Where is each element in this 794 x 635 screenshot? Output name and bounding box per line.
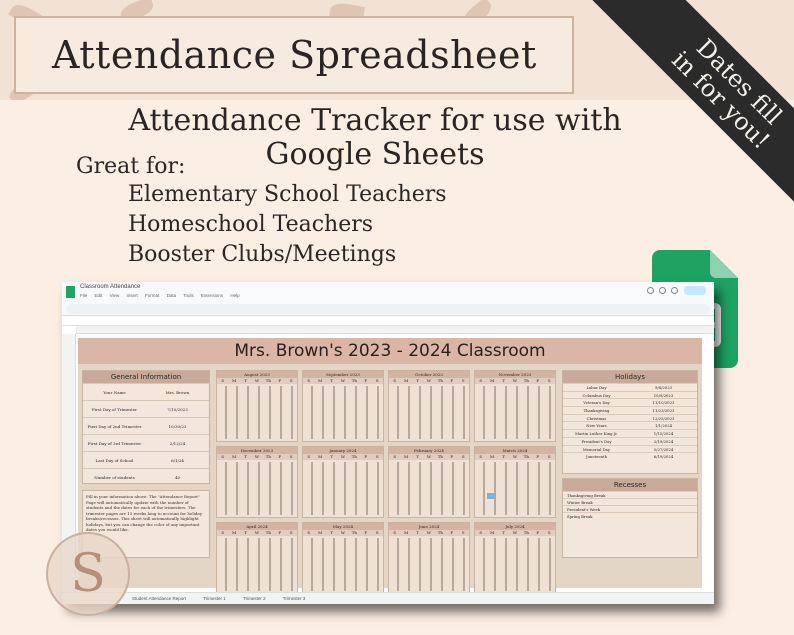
doc-title[interactable]: Classroom Attendance <box>80 284 141 290</box>
table-row[interactable]: Winter Break <box>563 498 697 505</box>
table-row[interactable]: President's Day 2/19/2024 <box>563 437 697 445</box>
spreadsheet-screenshot <box>62 282 714 604</box>
menu-extensions[interactable]: Extensions <box>201 293 224 298</box>
tab-trimester-1[interactable]: Trimester 1 <box>203 596 226 601</box>
tab-trimester-2[interactable]: Trimester 2 <box>242 596 266 601</box>
tab-trimester-3[interactable]: Trimester 3 <box>282 596 306 601</box>
formatting-toolbar[interactable] <box>66 304 710 314</box>
table-row[interactable]: Juneteenth 6/19/2024 <box>563 452 697 460</box>
table-row[interactable]: Thanksgiving 11/23/2023 <box>563 406 697 414</box>
table-row[interactable]: Columbus Day 10/9/2023 <box>563 391 697 399</box>
table-row[interactable]: New Years 1/1/2024 <box>563 421 697 429</box>
table-row[interactable]: Spring Break <box>563 512 697 519</box>
table-row[interactable]: Last Day of School 6/1/24 <box>83 451 209 468</box>
general-info-header: General Information <box>83 371 209 383</box>
menu-data[interactable]: Data <box>166 293 177 298</box>
menu-view[interactable]: View <box>109 293 120 298</box>
table-row[interactable]: Christmas 12/25/2023 <box>563 414 697 422</box>
table-row[interactable]: Thanksgiving Break <box>563 491 697 498</box>
month-calendar[interactable]: August 2023 S M T W Th F S <box>216 370 298 442</box>
column-headers <box>76 326 714 334</box>
great-for-label: Great for: <box>76 154 186 179</box>
title-box <box>14 16 574 94</box>
month-calendar[interactable]: September 2023 S M T W Th F S <box>302 370 384 442</box>
holidays-table <box>562 370 698 474</box>
table-row[interactable]: Veteran's Day 11/10/2023 <box>563 398 697 406</box>
table-row[interactable]: First Day of Trimester 7/10/2023 <box>83 400 209 417</box>
menu-format[interactable]: Format <box>145 293 160 298</box>
sheet-tabs <box>62 592 714 604</box>
history-icon[interactable] <box>647 287 654 294</box>
month-calendar[interactable]: November 2023 S M T W Th F S <box>474 370 556 442</box>
table-row[interactable]: First Day of 2nd Trimester 10/30/23 <box>83 417 209 434</box>
ribbon-text: Dates fill in for you! <box>666 33 788 155</box>
meet-icon[interactable] <box>671 287 678 294</box>
great-for-list <box>128 180 447 270</box>
menu-file[interactable]: File <box>80 293 88 298</box>
month-calendar[interactable]: April 2024 S M T W Th F S <box>216 522 298 594</box>
month-calendar[interactable]: February 2024 S M T W Th F S <box>388 446 470 518</box>
table-row[interactable]: President's Week <box>563 505 697 512</box>
month-calendar[interactable]: July 2024 S M T W Th F S <box>474 522 556 594</box>
month-calendar[interactable]: December 2023 S M T W Th F S <box>216 446 298 518</box>
sheets-doc-icon <box>66 286 75 298</box>
formula-bar[interactable] <box>62 316 714 326</box>
menu-bar <box>80 293 246 298</box>
menu-tools[interactable]: Tools <box>183 293 194 298</box>
table-row[interactable]: Martin Luther King Jr. 1/15/2024 <box>563 429 697 437</box>
sheets-toolbar <box>62 282 714 316</box>
general-info-table <box>82 370 210 484</box>
comment-icon[interactable] <box>659 287 666 294</box>
share-button[interactable] <box>684 286 706 295</box>
sheet-content <box>78 338 702 588</box>
subtitle: Attendance Tracker for use with Google Sheets <box>128 103 622 172</box>
page-title: Attendance Spreadsheet <box>52 33 537 77</box>
month-calendar[interactable]: March 2024 S M T W Th F S <box>474 446 556 518</box>
menu-help[interactable]: Help <box>230 293 240 298</box>
month-calendar[interactable]: June 2024 S M T W Th F S <box>388 522 470 594</box>
recesses-table <box>562 478 698 558</box>
month-calendar[interactable]: October 2023 S M T W Th F S <box>388 370 470 442</box>
table-row[interactable]: Labor Day 9/4/2023 <box>563 383 697 391</box>
month-calendar[interactable]: May 2024 S M T W Th F S <box>302 522 384 594</box>
highlighted-day <box>487 493 496 499</box>
list-item: Booster Clubs/Meetings <box>128 242 397 267</box>
table-row[interactable]: Memorial Day 5/27/2024 <box>563 445 697 453</box>
logo-letter-icon: S <box>70 544 106 604</box>
list-item: Homeschool Teachers <box>128 212 374 237</box>
list-item: Elementary School Teachers <box>128 182 447 207</box>
month-calendar[interactable]: January 2024 S M T W Th F S <box>302 446 384 518</box>
menu-insert[interactable]: Insert <box>126 293 138 298</box>
table-row[interactable]: Number of students 40 <box>83 468 209 485</box>
table-row[interactable]: First Day of 3rd Trimester 2/12/24 <box>83 434 209 451</box>
instructions-note[interactable]: Fill in your information above. The "Attendance Report" Page will automatically update with the number of students and the dates for each of the trimesters. The trimester pages are 15 weeks long to account for holiday breaks/recesses. This sheet will automatically highlight holidays, but you can change the color of any important dates you would like. <box>82 490 210 558</box>
holidays-header: Holidays <box>563 371 697 383</box>
recesses-header: Recesses <box>563 479 697 491</box>
menu-edit[interactable]: Edit <box>94 293 103 298</box>
tab-attendance-report[interactable]: Student Attendance Report <box>132 596 187 601</box>
brand-logo-seal <box>46 532 130 616</box>
classroom-title[interactable]: Mrs. Brown's 2023 - 2024 Classroom <box>78 338 702 364</box>
table-row[interactable]: Your Name Mrs. Brown <box>83 383 209 400</box>
